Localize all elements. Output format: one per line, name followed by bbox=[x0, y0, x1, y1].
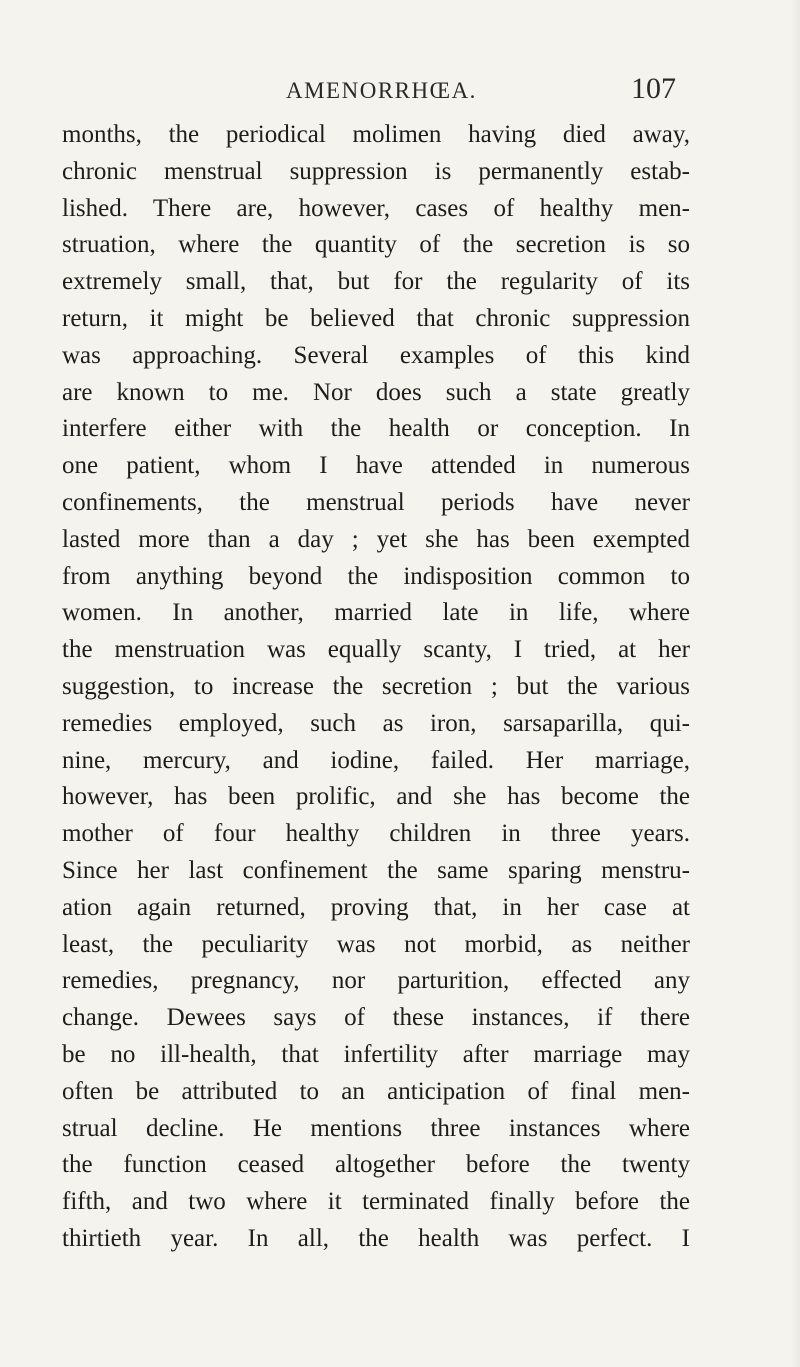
text-line: often be attributed to an anticipation of final men- bbox=[62, 1077, 690, 1105]
text-line: mother of four healthy children in three years. bbox=[62, 820, 690, 848]
text-line: from anything beyond the indisposition common to bbox=[62, 562, 690, 590]
running-head: AMENORRHŒA. bbox=[286, 78, 477, 103]
text-line: change. Dewees says of these instances, if there bbox=[62, 1004, 690, 1032]
text-line: was approaching. Several examples of this kind bbox=[62, 341, 690, 369]
text-line: lasted more than a day ; yet she has been exempted bbox=[62, 525, 690, 553]
page-edge-shadow bbox=[790, 0, 800, 1367]
text-line: women. In another, married late in life, where bbox=[62, 599, 690, 627]
text-line: the menstruation was equally scanty, I tried, at her bbox=[62, 636, 690, 664]
text-line: however, has been prolific, and she has become the bbox=[62, 783, 690, 811]
text-line: confinements, the menstrual periods have never bbox=[62, 488, 690, 516]
text-line: return, it might be believed that chronic suppression bbox=[62, 304, 690, 332]
page-number: 107 bbox=[631, 72, 676, 105]
text-line: months, the periodical molimen having died away, bbox=[62, 121, 690, 148]
text-line: the function ceased altogether before the twenty bbox=[62, 1151, 690, 1179]
text-line: remedies employed, such as iron, sarsaparilla, qui- bbox=[62, 709, 690, 737]
text-line: suggestion, to increase the secretion ; but the various bbox=[62, 672, 690, 700]
body-text bbox=[62, 117, 690, 1258]
text-line: lished. There are, however, cases of healthy men- bbox=[62, 194, 690, 222]
text-line: remedies, pregnancy, nor parturition, effected any bbox=[62, 967, 690, 995]
text-line: strual decline. He mentions three instances where bbox=[62, 1114, 690, 1142]
text-line: nine, mercury, and iodine, failed. Her marriage, bbox=[62, 746, 690, 774]
text-line: one patient, whom I have attended in numerous bbox=[62, 452, 690, 480]
text-line: ation again returned, proving that, in her case at bbox=[62, 893, 690, 921]
text-line: least, the peculiarity was not morbid, as neither bbox=[62, 930, 690, 958]
text-line: be no ill-health, that infertility after marriage may bbox=[62, 1040, 690, 1068]
text-line: chronic menstrual suppression is permanently estab- bbox=[62, 157, 690, 185]
text-line: are known to me. Nor does such a state greatly bbox=[62, 378, 690, 406]
text-line: struation, where the quantity of the secretion is so bbox=[62, 231, 690, 259]
text-line: fifth, and two where it terminated finally before the bbox=[62, 1188, 690, 1216]
text-line: extremely small, that, but for the regularity of its bbox=[62, 268, 690, 296]
text-line: interfere either with the health or conception. In bbox=[62, 415, 690, 443]
text-line: Since her last confinement the same sparing menstru- bbox=[62, 856, 690, 884]
text-line: thirtieth year. In all, the health was perfect. I bbox=[62, 1224, 690, 1252]
